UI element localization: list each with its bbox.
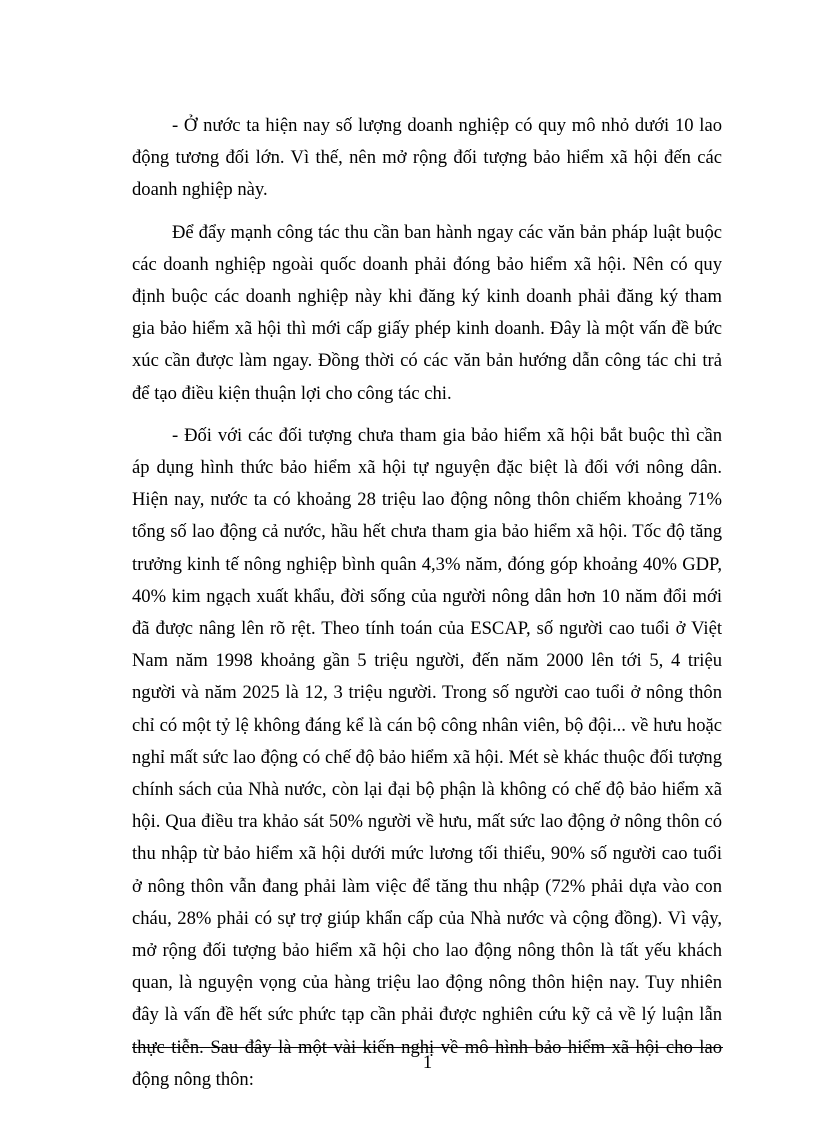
footer-divider (132, 1047, 723, 1048)
paragraph-collection-regulations: Để đẩy mạnh công tác thu cần ban hành ngay các văn bản pháp luật buộc các doanh nghiệp ngoài quốc doanh phải đóng bảo hiểm xã hội. Nên có quy định buộc các doanh nghiệp này khi đăng ký kinh doanh phải đăng ký tham gia bảo hiểm xã hội thì mới cấp giấy phép kinh doanh. Đây là một vấn đề bức xúc cần được làm ngay. Đồng thời có các văn bản hướng dẫn công tác chi trả để tạo điều kiện thuận lợi cho công tác chi. (132, 221, 722, 404)
page-number: 1 (422, 1052, 433, 1073)
paragraph-small-enterprises: - Ở nước ta hiện nay số lượng doanh nghiệp có quy mô nhỏ dưới 10 lao động tương đối lớn. Vì thế, nên mở rộng đối tượng bảo hiểm xã hội đến các doanh nghiệp này. (132, 115, 722, 201)
paragraph-rural-voluntary-insurance: - Đối với các đối tượng chưa tham gia bảo hiểm xã hội bắt buộc thì cần áp dụng hình thức bảo hiểm xã hội tự nguyện đặc biệt là đối với nông dân. Hiện nay, nước ta có khoảng 28 triệu lao động nông thôn chiếm khoảng 71% tổng số lao động cả nước, hầu hết chưa tham gia bảo hiểm xã hội. Tốc độ tăng trưởng kinh tế nông nghiệp bình quân 4,3% năm, đóng góp khoảng 40% GDP, 40% kim ngạch xuất khẩu, đời sống của người nông dân hơn 10 năm đổi mới đã được nâng lên rõ rệt. Theo tính toán của ESCAP, số người cao tuổi ở Việt Nam năm 1998 khoảng gần 5 triệu người, đến năm 2000 lên tới 5, 4 triệu người và năm 2025 là 12, 3 triệu người. Trong số người cao tuổi ở nông thôn chỉ có một tỷ lệ không đáng kể là cán bộ công nhân viên, bộ đội... về hưu hoặc nghỉ mất sức lao động có chế độ bảo hiểm xã hội. Mét sè khác thuộc đối tượng chính sách của Nhà nước, còn lại đại bộ phận là không có chế độ bảo hiểm xã hội. Qua điều tra khảo sát 50% người về hưu, mất sức lao động ở nông thôn có thu nhập từ bảo hiểm xã hội dưới mức lương tối thiểu, 90% số người cao tuổi ở nông thôn vẫn đang phải làm việc để tăng thu nhập (72% phải dựa vào con cháu, 28% phải có sự trợ giúp khẩn cấp của Nhà nước và cộng đồng). Vì vậy, mở rộng đối tượng bảo hiểm xã hội cho lao động nông thôn là tất yếu khách quan, là nguyện vọng của hàng triệu lao động nông thôn hiện nay. Tuy nhiên đây là vấn đề hết sức phức tạp cần phải được nghiên cứu kỹ cả về lý luận lẫn thực tiễn. Sau đây là một vài kiến nghị về mô hình bảo hiểm xã hội cho lao động nông thôn: (132, 424, 722, 1090)
document-body (132, 110, 722, 1096)
